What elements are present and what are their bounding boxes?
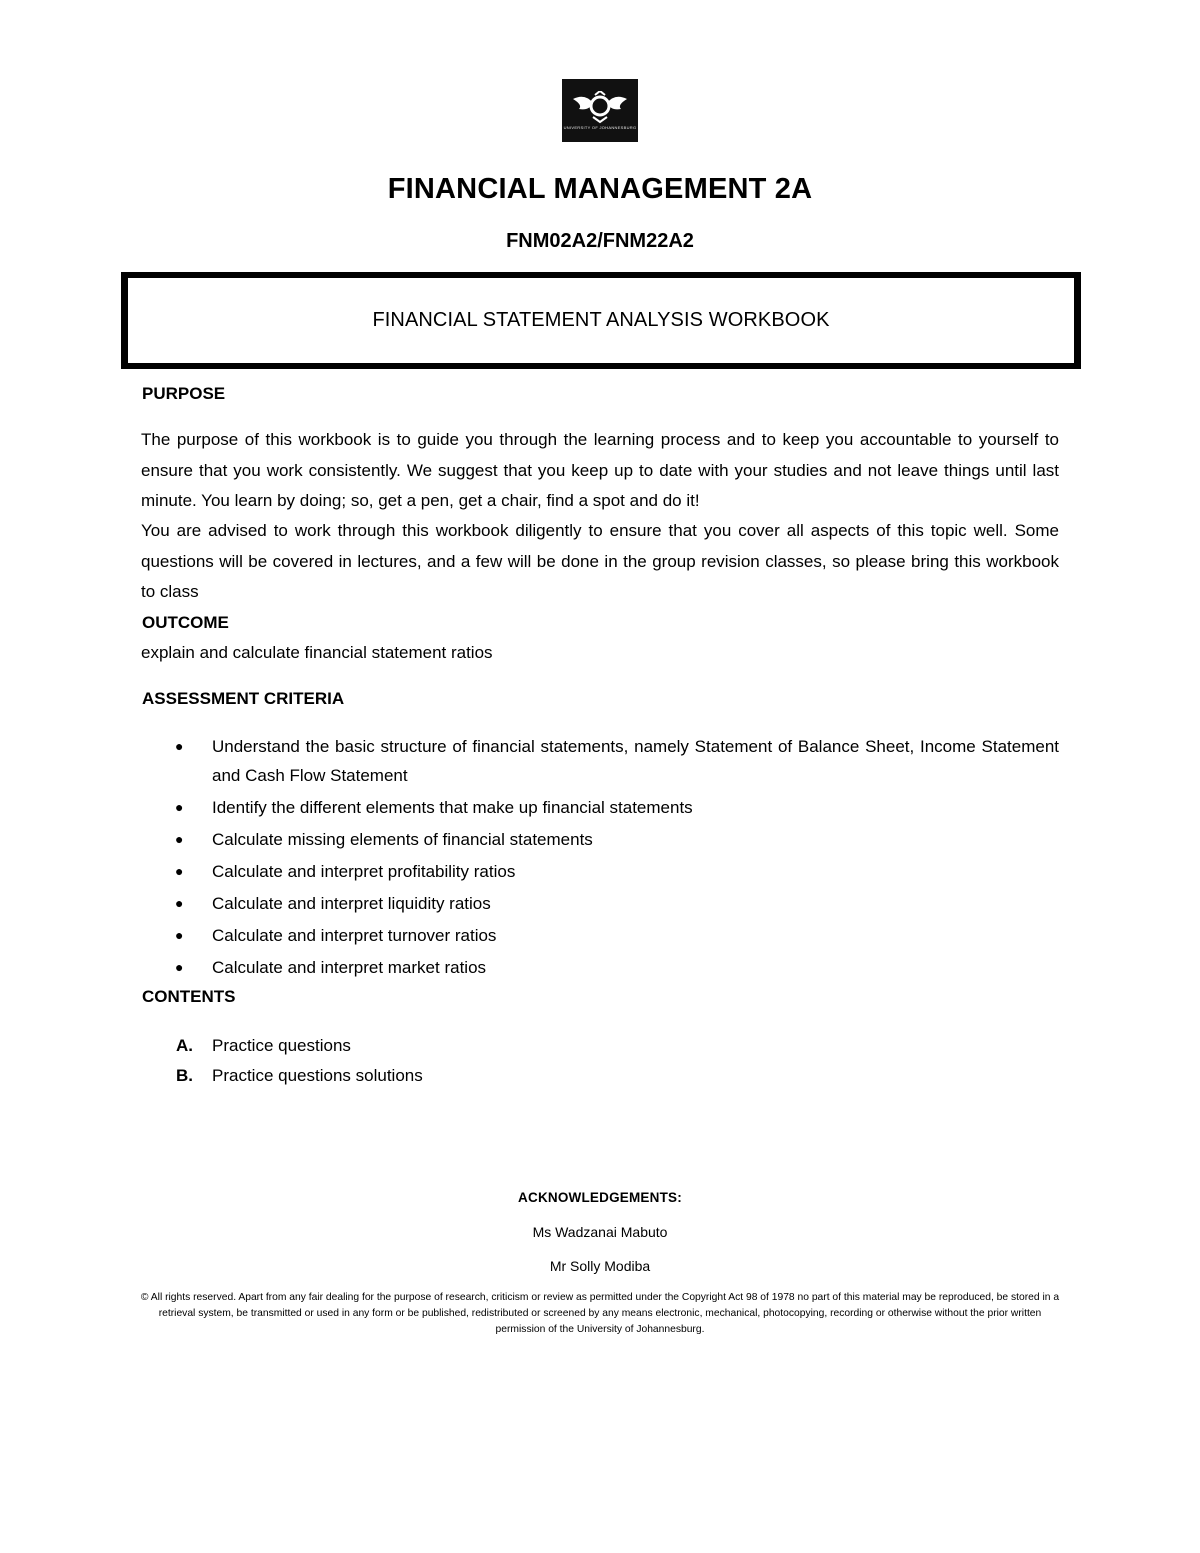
page-title: FINANCIAL MANAGEMENT 2A <box>387 173 813 205</box>
list-item: ● Calculate and interpret profitability ratios <box>141 857 1059 886</box>
bullet-icon: ● <box>175 831 184 847</box>
bullet-icon: ● <box>175 959 184 975</box>
purpose-paragraph-2: You are advised to work through this workbook diligently to ensure that you cover all aspects of this topic well. Some questions will be covered in lectures, and a few will be done in the group revision classes, so please bring this workbook to class <box>141 521 1059 601</box>
workbook-title-box <box>121 272 1081 369</box>
university-logo <box>562 79 638 142</box>
contents-heading: CONTENTS <box>142 987 236 1006</box>
outcome-heading: OUTCOME <box>142 613 229 632</box>
bullet-icon: ● <box>175 799 184 815</box>
copyright-notice: © All rights reserved. Apart from any fair dealing for the purpose of research, criticism or review as permitted under the Copyright Act 98 of 1978 no part of this material may be reproduced, be stored in a retrieval system, be transmitted or used in any form or be published, redistributed or screened by any means electronic, mechanical, photocopying, recording or otherwise without the prior written permission of the University of Johannesburg. <box>140 1292 1060 1335</box>
acknowledgement-name: Mr Solly Modiba <box>549 1258 651 1274</box>
course-code: FNM02A2/FNM22A2 <box>506 230 694 252</box>
logo-wordmark: UNIVERSITY OF JOHANNESBURG <box>563 125 637 130</box>
list-item: ● Calculate and interpret liquidity ratios <box>141 889 1059 918</box>
bullet-icon: ● <box>175 738 184 754</box>
list-item: B. Practice questions solutions <box>176 1066 423 1085</box>
list-item: ● Understand the basic structure of financial statements, namely Statement of Balance Sheet, Income Statement and Cash Flow Statement <box>141 732 1059 790</box>
list-item: ● Calculate and interpret market ratios <box>141 953 1059 982</box>
outcome-text: explain and calculate financial statement ratios <box>141 643 493 662</box>
assessment-criteria-list <box>141 732 1059 985</box>
bullet-icon: ● <box>175 863 184 879</box>
acknowledgement-name: Ms Wadzanai Mabuto <box>532 1224 668 1240</box>
list-item: ● Identify the different elements that make up financial statements <box>141 793 1059 822</box>
list-item: A. Practice questions <box>176 1036 351 1055</box>
list-item: ● Calculate and interpret turnover ratios <box>141 921 1059 950</box>
bullet-icon: ● <box>175 927 184 943</box>
university-crest-icon <box>571 91 629 125</box>
list-item: ● Calculate missing elements of financial statements <box>141 825 1059 854</box>
purpose-heading: PURPOSE <box>142 384 226 403</box>
purpose-paragraph-1: The purpose of this workbook is to guide you through the learning process and to keep you accountable to yourself to ensure that you work consistently. We suggest that you keep up to date with your studies and not leave things until last minute. You learn by doing; so, get a pen, get a chair, find a spot and do it! <box>141 430 1059 510</box>
contents-list <box>176 1031 423 1091</box>
assessment-heading: ASSESSMENT CRITERIA <box>142 689 345 708</box>
acknowledgements-heading: ACKNOWLEDGEMENTS: <box>518 1190 682 1205</box>
workbook-title: FINANCIAL STATEMENT ANALYSIS WORKBOOK <box>372 309 830 331</box>
bullet-icon: ● <box>175 895 184 911</box>
